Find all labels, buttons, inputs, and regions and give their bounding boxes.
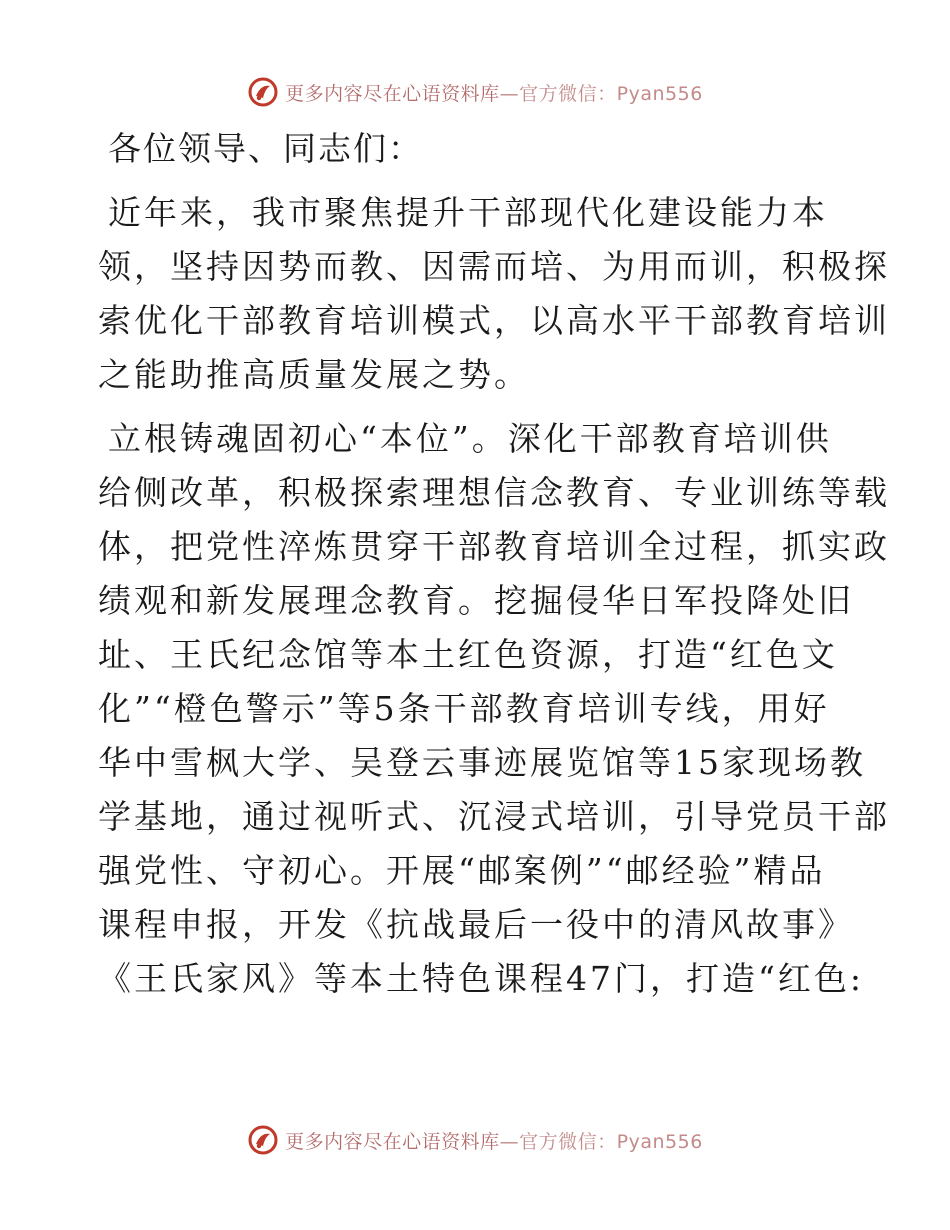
text-line: 立根铸魂固初心“本位”。深化干部教育培训供 (108, 419, 832, 458)
text-line: 课程申报，开发《抗战最后一役中的清风故事》 (98, 905, 854, 944)
text-line: 领，坚持因势而教、因需而培、为用而训，积极探 (98, 247, 890, 286)
red-brush-logo-icon (247, 76, 279, 108)
text-line: 学基地，通过视听式、沉浸式培训，引导党员干部 (98, 797, 890, 836)
watermark-text: 更多内容尽在心语资料库—官方微信：Pyan556 (285, 82, 703, 105)
watermark-text: 更多内容尽在心语资料库—官方微信：Pyan556 (285, 1130, 703, 1153)
red-brush-logo-icon (247, 1124, 279, 1156)
document-body (98, 124, 890, 1016)
text-line: 化”“橙色警示”等5条干部教育培训专线，用好 (98, 689, 830, 728)
paragraph-2 (98, 412, 890, 1006)
text-line: 之能助推高质量发展之势。 (98, 355, 530, 394)
text-line: 强党性、守初心。开展“邮案例”“邮经验”精品 (98, 851, 826, 890)
footer-watermark (0, 1120, 950, 1160)
text-line: 体，把党性淬炼贯穿干部教育培训全过程，抓实政 (98, 527, 890, 566)
text-line: 绩观和新发展理念教育。挖掘侵华日军投降处旧 (98, 581, 854, 620)
text-line: 址、王氏纪念馆等本土红色资源，打造“红色文 (98, 635, 838, 674)
text-line: 近年来，我市聚焦提升干部现代化建设能力本 (108, 193, 828, 232)
text-line: 索优化干部教育培训模式，以高水平干部教育培训 (98, 301, 890, 340)
text-line: 华中雪枫大学、吴登云事迹展览馆等15家现场教 (98, 743, 866, 782)
greeting-line: 各位领导、同志们： (108, 129, 423, 168)
text-line: 《王氏家风》等本土特色课程47门，打造“红色: (98, 959, 864, 998)
header-watermark (0, 72, 950, 112)
text-line: 给侧改革，积极探索理想信念教育、专业训练等载 (98, 473, 890, 512)
paragraph-1 (98, 186, 890, 402)
